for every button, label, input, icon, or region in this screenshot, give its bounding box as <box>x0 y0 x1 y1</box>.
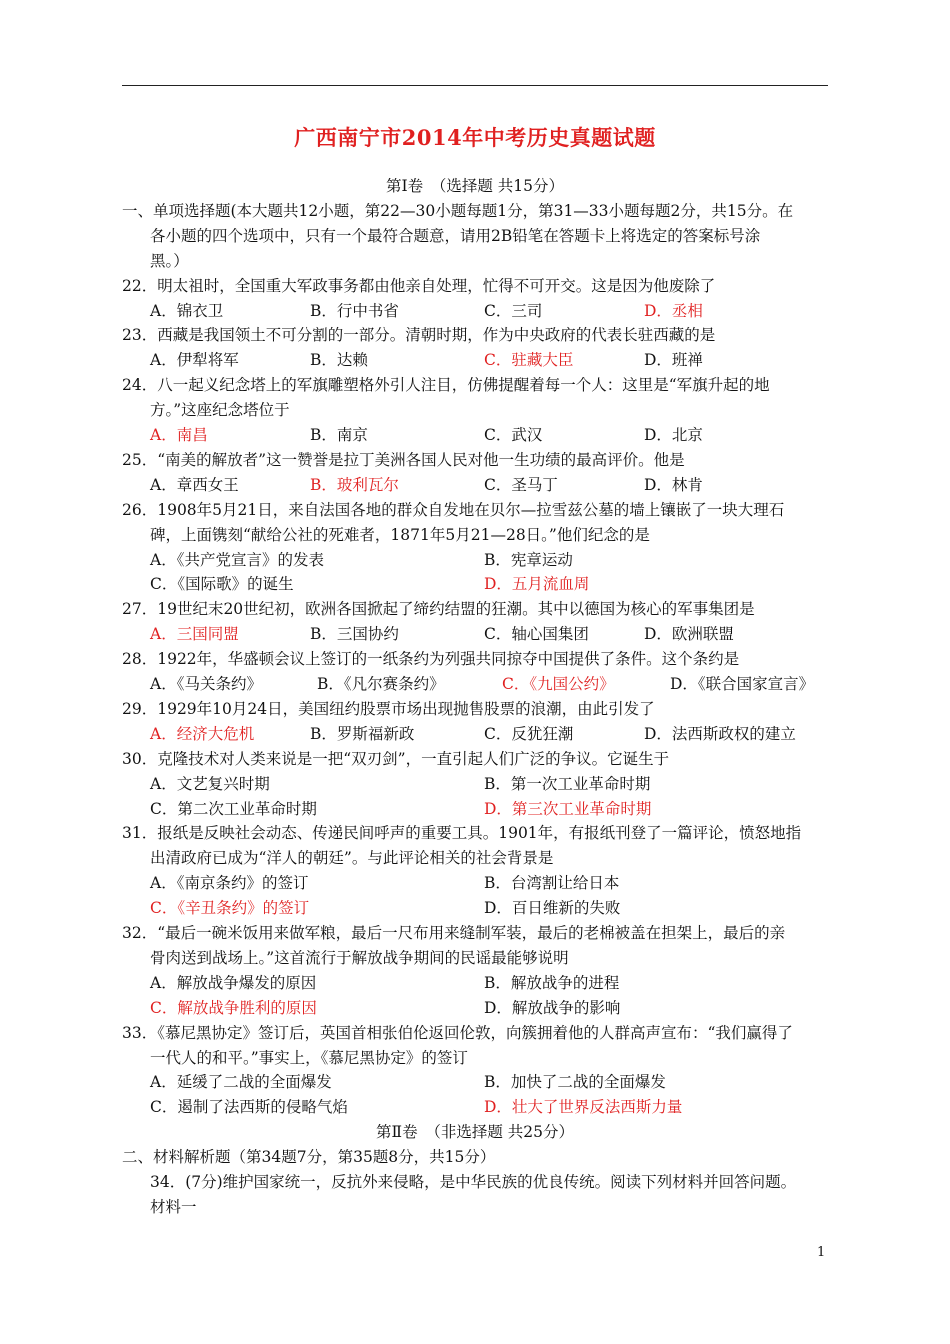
answer-option: D．北京 <box>644 426 703 444</box>
question-34-stem: 34．(7分)维护国家统一，反抗外来侵略，是中华民族的优良传统。阅读下列材料并回答问题。 <box>150 1173 797 1191</box>
answer-option: C．《辛丑条约》的签订 <box>150 899 310 918</box>
answer-option: C．反犹狂潮 <box>484 724 574 743</box>
answer-option: D．第三次工业革命时期 <box>484 799 652 818</box>
page-title: 广西南宁市2014年中考历史真题试题 <box>294 125 656 150</box>
answer-option: A．《共产党宣言》的发表 <box>150 550 324 569</box>
answer-option: D．《联合国家宣言》 <box>670 675 815 693</box>
answer-option: D．丞相 <box>644 301 703 320</box>
answer-option: B．解放战争的进程 <box>484 973 620 992</box>
answer-option: C．驻藏大臣 <box>484 351 574 370</box>
question-stem: 29．1929年10月24日，美国纽约股票市场出现抛售股票的浪潮，由此引发了 <box>122 699 655 718</box>
answer-option: D．五月流血周 <box>484 575 590 594</box>
page-number: 1 <box>817 1245 826 1260</box>
part1-heading: 第Ⅰ卷 （选择题 共15分） <box>385 177 565 195</box>
answer-option: A．章西女王 <box>150 475 239 494</box>
answer-option: C．三司 <box>484 301 543 320</box>
instruction-line: 黑。） <box>150 251 189 270</box>
answer-option: B．台湾割让给日本 <box>484 874 620 893</box>
answer-option: B．行中书省 <box>310 301 399 320</box>
question-stem: 骨肉送到战场上。”这首流行于解放战争期间的民谣最能够说明 <box>150 948 569 967</box>
question-stem: 32．“最后一碗米饭用来做军粮，最后一尺布用来缝制军装，最后的老棉被盖在担架上，最后的亲 <box>122 924 786 942</box>
answer-option: C．轴心国集团 <box>484 625 589 644</box>
question-stem: 方。”这座纪念塔位于 <box>150 401 290 420</box>
answer-option: B．加快了二战的全面爆发 <box>484 1073 666 1092</box>
answer-option: A．南昌 <box>150 426 208 444</box>
answer-option: B．三国协约 <box>310 625 399 644</box>
answer-option: B．达赖 <box>310 351 368 370</box>
answer-option: D．班禅 <box>644 351 703 370</box>
answer-option: C．《九国公约》 <box>502 675 615 693</box>
answer-option: D．解放战争的影响 <box>484 998 621 1017</box>
answer-option: D．百日维新的失败 <box>484 899 621 918</box>
answer-option: C．第二次工业革命时期 <box>150 799 317 818</box>
part2-heading: 第Ⅱ卷 （非选择题 共25分） <box>376 1123 574 1142</box>
answer-option: D．林肯 <box>644 475 703 494</box>
question-stem: 27．19世纪末20世纪初，欧洲各国掀起了缔约结盟的狂潮。其中以德国为核心的军事集团是 <box>122 600 755 619</box>
answer-option: B．《凡尔赛条约》 <box>317 675 445 693</box>
answer-option: C．《国际歌》的诞生 <box>150 575 294 594</box>
answer-option: D．壮大了世界反法西斯力量 <box>484 1098 683 1117</box>
answer-option: C．圣马丁 <box>484 475 558 494</box>
answer-option: D．欧洲联盟 <box>644 625 734 644</box>
question-stem: 23．西藏是我国领土不可分割的一部分。清朝时期，作为中央政府的代表长驻西藏的是 <box>122 326 716 345</box>
question-stem: 26．1908年5月21日，来自法国各地的群众自发地在贝尔—拉雪兹公墓的墙上镶嵌了一块大理石 <box>122 500 785 519</box>
header-rule <box>122 85 828 86</box>
answer-option: A．解放战争爆发的原因 <box>150 973 317 992</box>
material-label: 材料一 <box>150 1197 197 1216</box>
answer-option: A．三国同盟 <box>150 625 239 644</box>
question-stem: 一代人的和平。”事实上，《慕尼黑协定》的签订 <box>150 1048 468 1067</box>
answer-option: B．罗斯福新政 <box>310 724 415 743</box>
answer-option: A．《南京条约》的签订 <box>150 874 309 893</box>
answer-option: A．伊犁将军 <box>150 351 239 370</box>
answer-option: B．宪章运动 <box>484 550 573 569</box>
question-stem: 31．报纸是反映社会动态、传递民间呼声的重要工具。1901年，有报纸刊登了一篇评论，愤怒地指 <box>122 824 802 843</box>
answer-option: A．延缓了二战的全面爆发 <box>150 1073 332 1092</box>
part2-section-heading: 二、材料解析题（第34题7分，第35题8分，共15分） <box>122 1148 496 1167</box>
answer-option: C．武汉 <box>484 426 543 444</box>
answer-option: D．法西斯政权的建立 <box>644 724 796 743</box>
question-stem: 33．《慕尼黑协定》签订后，英国首相张伯伦返回伦敦，向簇拥着他的人群高声宣布：“我们赢得了 <box>122 1023 793 1042</box>
question-stem: 22．明太祖时，全国重大军政事务都由他亲自处理，忙得不可开交。这是因为他废除了 <box>122 276 716 295</box>
question-stem: 碑，上面镌刻“献给公社的死难者，1871年5月21—28日。”他们纪念的是 <box>150 525 650 544</box>
question-stem: 24．八一起义纪念塔上的军旗雕塑格外引人注目，仿佛提醒着每一个人：这里是“军旗升起的地 <box>122 376 770 395</box>
question-stem: 28．1922年，华盛顿会议上签订的一纸条约为列强共同掠夺中国提供了条件。这个条约是 <box>122 650 740 669</box>
answer-option: C．解放战争胜利的原因 <box>150 998 317 1017</box>
instruction-line: 各小题的四个选项中，只有一个最符合题意，请用2B铅笔在答题卡上将选定的答案标号涂 <box>150 226 761 245</box>
answer-option: A．锦衣卫 <box>150 301 224 320</box>
answer-option: A．文艺复兴时期 <box>150 774 270 793</box>
question-stem: 出清政府已成为“洋人的朝廷”。与此评论相关的社会背景是 <box>150 849 554 868</box>
answer-option: B．南京 <box>310 426 368 444</box>
instruction-line: 一、单项选择题(本大题共12小题，第22—30小题每题1分，第31—33小题每题2分，共15分。在 <box>122 201 794 220</box>
question-stem: 25．“南美的解放者”这一赞誉是拉丁美洲各国人民对他一生功绩的最高评价。他是 <box>122 450 685 469</box>
question-stem: 30．克隆技术对人类来说是一把“双刃剑”，一直引起人们广泛的争议。它诞生于 <box>122 749 670 768</box>
answer-option: C．遏制了法西斯的侵略气焰 <box>150 1098 348 1117</box>
answer-option: B．第一次工业革命时期 <box>484 774 651 793</box>
answer-option: A．经济大危机 <box>150 724 255 743</box>
answer-option: A．《马关条约》 <box>150 675 262 693</box>
answer-option: B．玻利瓦尔 <box>310 475 399 494</box>
